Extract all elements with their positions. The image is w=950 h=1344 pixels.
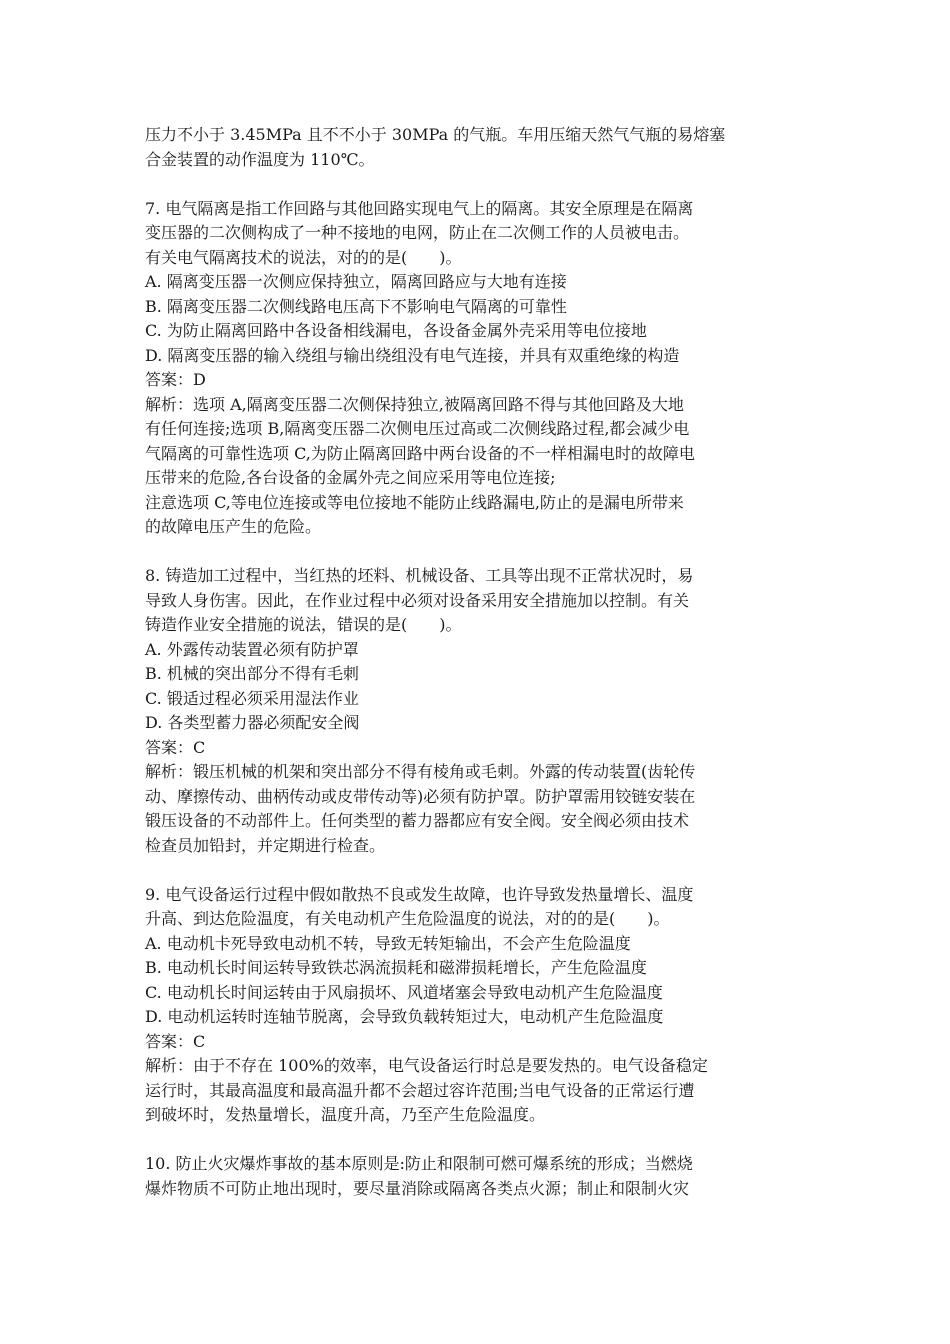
explanation-line: 到破坏时，发热量增长，温度升高，乃至产生危险温度。 — [145, 1105, 546, 1124]
paragraph-gap — [145, 540, 810, 565]
option-d: D. 隔离变压器的输入绕组与输出绕组没有电气连接，并具有双重绝缘的构造 — [145, 345, 680, 365]
question-stem-line: 铸造作业安全措施的说法，错误的是( )。 — [145, 615, 462, 634]
paragraph-gap — [145, 1128, 810, 1153]
question-stem-line: 有关电气隔离技术的说法，对的的是( )。 — [145, 247, 462, 267]
explanation-line: 有任何连接;选项 B,隔离变压器二次侧电压过高或二次侧线路过程,都会减少电 — [145, 419, 690, 438]
page-content — [145, 123, 810, 1201]
explanation-line: 运行时，其最高温度和最高温升都不会超过容许范围;当电气设备的正常运行遭 — [145, 1080, 695, 1100]
question-9 — [145, 883, 810, 1128]
answer-line: 答案：C — [145, 1031, 206, 1051]
question-8 — [145, 564, 810, 858]
question-stem-line: 9. 电气设备运行过程中假如散热不良或发生故障，也许导致发热量增长、温度 — [145, 884, 694, 904]
question-7 — [145, 197, 810, 540]
answer-line: 答案：C — [145, 737, 206, 757]
paragraph-gap — [145, 172, 810, 197]
option-b: B. 隔离变压器二次侧线路电压高下不影响电气隔离的可靠性 — [145, 296, 567, 316]
explanation-line: 解析：锻压机械的机架和突出部分不得有棱角或毛刺。外露的传动装置(齿轮传 — [145, 762, 696, 781]
explanation-line: 检查员加铅封，并定期进行检查。 — [145, 835, 386, 855]
explanation-line: 解析：由于不存在 100%的效率，电气设备运行时总是要发热的。电气设备稳定 — [145, 1056, 708, 1075]
explanation-line: 的故障电压产生的危险。 — [145, 517, 322, 536]
option-a: A. 隔离变压器一次侧应保持独立，隔离回路应与大地有连接 — [145, 272, 567, 291]
option-b: B. 电动机长时间运转导致铁芯涡流损耗和磁滞损耗增长，产生危险温度 — [145, 958, 647, 977]
question-stem-line: 7. 电气隔离是指工作回路与其他回路实现电气上的隔离。其安全原理是在隔离 — [145, 198, 694, 218]
answer-line: 答案：D — [145, 370, 206, 389]
option-d: D. 各类型蓄力器必须配安全阀 — [145, 713, 360, 732]
option-c: C. 为防止隔离回路中各设备相线漏电，各设备金属外壳采用等电位接地 — [145, 321, 647, 340]
option-a: A. 电动机卡死导致电动机不转，导致无转矩输出，不会产生危险温度 — [145, 933, 631, 953]
question-stem-line: 8. 铸造加工过程中，当红热的坯料、机械设备、工具等出现不正常状况时，易 — [145, 566, 694, 585]
question-stem-line: 10. 防止火灾爆炸事故的基本原则是:防止和限制可燃可爆系统的形成；当燃烧 — [145, 1154, 693, 1173]
question-stem-line: 变压器的二次侧构成了一种不接地的电网，防止在二次侧工作的人员被电击。 — [145, 223, 690, 242]
option-a: A. 外露传动装置必须有防护罩 — [145, 639, 359, 659]
question-10 — [145, 1152, 810, 1201]
text-line: 合金装置的动作温度为 110℃。 — [145, 149, 375, 169]
option-c: C. 电动机长时间运转由于风扇损坏、风道堵塞会导致电动机产生危险温度 — [145, 982, 663, 1002]
explanation-line: 压带来的危险,各台设备的金属外壳之间应采用等电位连接; — [145, 468, 556, 487]
question-stem-line: 爆炸物质不可防止地出现时，要尽量消除或隔离各类点火源；制止和限制火灾 — [145, 1178, 690, 1198]
question-stem-line: 升高、到达危险温度，有关电动机产生危险温度的说法，对的的是( )。 — [145, 909, 670, 928]
intro-paragraph — [145, 123, 810, 172]
explanation-line: 解析：选项 A,隔离变压器二次侧保持独立,被隔离回路不得与其他回路及大地 — [145, 394, 684, 414]
text-line: 压力不小于 3.45MPa 且不不小于 30MPa 的气瓶。车用压缩天然气气瓶的易熔塞 — [145, 125, 726, 144]
explanation-line: 动、摩擦传动、曲柄传动或皮带传动等)必须有防护罩。防护罩需用铰链安装在 — [145, 786, 696, 806]
question-stem-line: 导致人身伤害。因此，在作业过程中必须对设备采用安全措施加以控制。有关 — [145, 590, 690, 610]
explanation-line: 锻压设备的不动部件上。任何类型的蓄力器都应有安全阀。安全阀必须由技术 — [145, 811, 690, 830]
explanation-line: 气隔离的可靠性选项 C,为防止隔离回路中两台设备的不一样相漏电时的故障电 — [145, 443, 695, 463]
paragraph-gap — [145, 858, 810, 883]
explanation-line: 注意选项 C,等电位连接或等电位接地不能防止线路漏电,防止的是漏电所带来 — [145, 492, 684, 512]
option-d: D. 电动机运转时连轴节脱离，会导致负载转矩过大，电动机产生危险温度 — [145, 1007, 664, 1026]
option-c: C. 锻适过程必须采用湿法作业 — [145, 688, 359, 708]
option-b: B. 机械的突出部分不得有毛刺 — [145, 664, 359, 683]
